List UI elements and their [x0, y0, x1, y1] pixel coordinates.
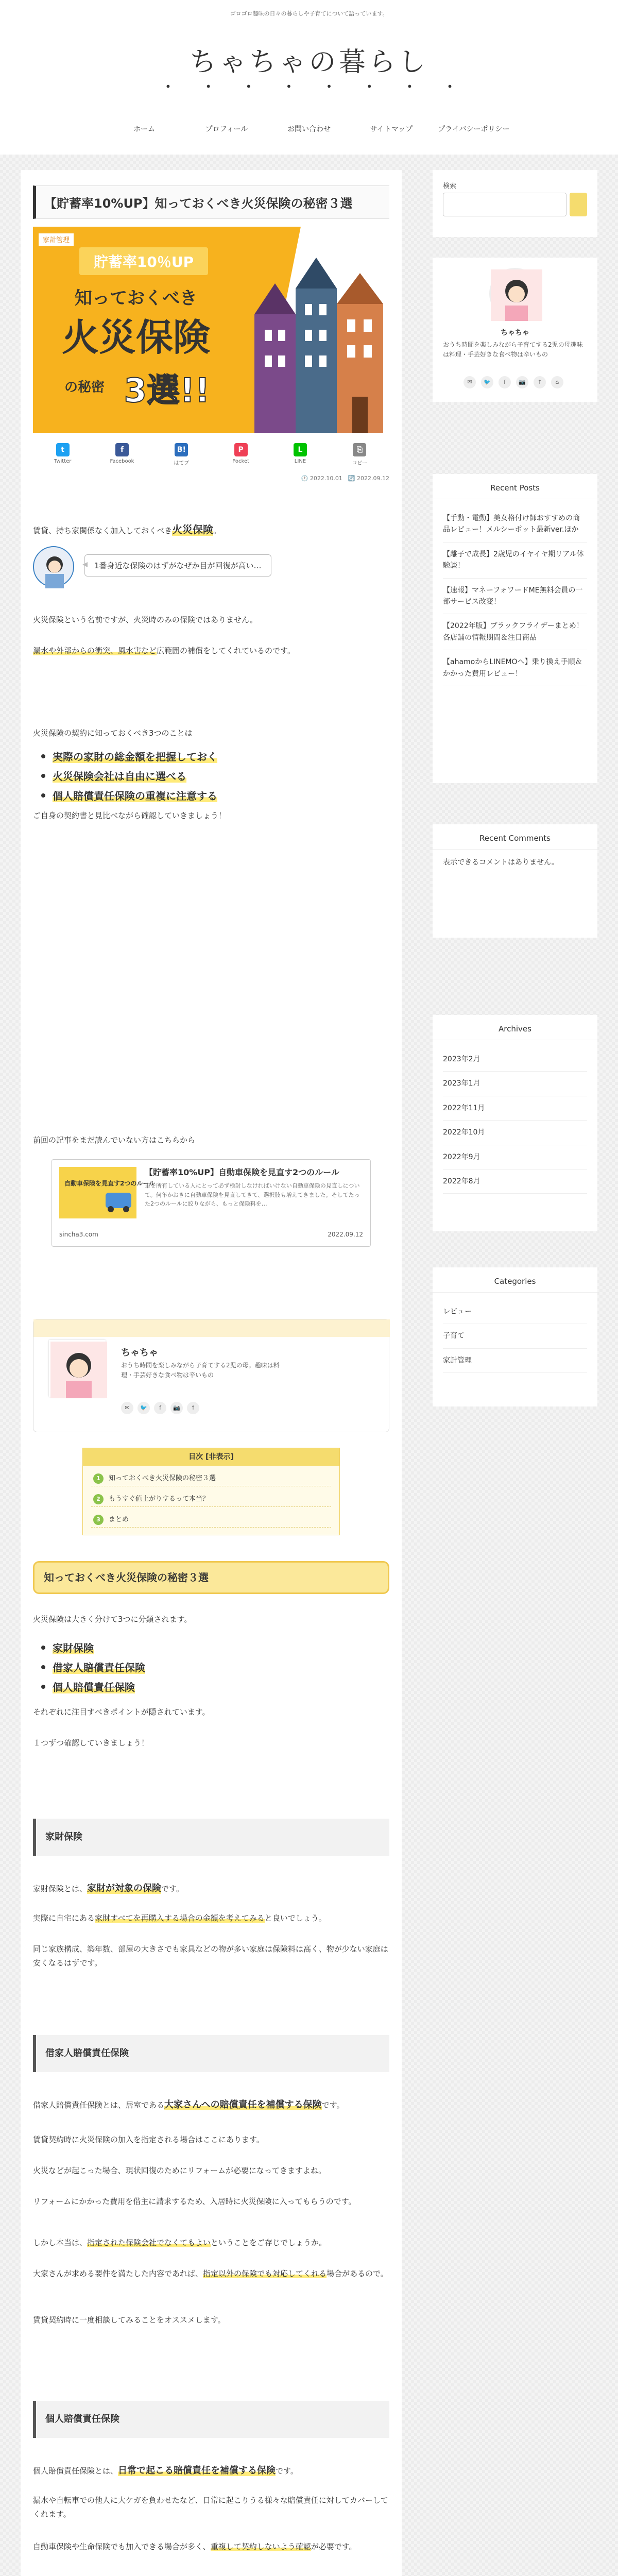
recent-post-link[interactable]: 【2022年版】ブラックフライデーまとめ！各店舗の情報期間＆注目商品	[443, 614, 587, 650]
search-widget	[433, 170, 597, 237]
paragraph: 実際に自宅にある家財すべてを再購入する場合の金額を考えてみると良いでしょう。	[33, 1913, 327, 1923]
site-title-dots: • • • • • • • •	[165, 80, 469, 93]
share-line-button[interactable]: L LINE	[277, 443, 323, 466]
toc-item[interactable]: 1 知っておくべき火災保険の秘密３選	[91, 1471, 331, 1486]
paragraph: 火災保険という名前ですが、火災時のみの保険ではありません。	[33, 615, 258, 624]
mail-icon[interactable]: ✉	[464, 376, 476, 388]
search-input[interactable]	[443, 193, 566, 216]
archive-link[interactable]: 2022年9月	[443, 1145, 587, 1170]
facebook-icon: f	[115, 443, 129, 456]
search-button[interactable]	[570, 193, 587, 216]
profile-name: ちゃちゃ	[501, 329, 529, 337]
related-post-thumbnail	[59, 1167, 156, 1218]
share-facebook-button[interactable]: f Facebook	[99, 443, 145, 466]
recent-comments-title: Recent Comments	[433, 824, 597, 850]
category-link[interactable]: レビュー	[443, 1300, 587, 1324]
share-copy-button[interactable]: ⎘ コピー	[336, 443, 383, 466]
author-description: おうち時間を楽しみながら子育てする2児の母。趣味は料理・手芸好きな食べ物は辛いもの	[121, 1362, 280, 1379]
categories-title: Categories	[433, 1267, 597, 1293]
speech-balloon	[33, 546, 389, 592]
share-pocket-button[interactable]: P Pocket	[218, 443, 264, 466]
search-label: 検索	[443, 182, 457, 190]
toc-title[interactable]: 目次 [非表示]	[83, 1448, 339, 1466]
site-tagline: ゴロゴロ趣味の日々の暮らしや子育てについて語っています。	[230, 10, 388, 17]
recent-comments-widget	[433, 824, 597, 938]
nav-profile[interactable]: プロフィール	[205, 125, 248, 133]
share-hatebu-button[interactable]: B! はてブ	[158, 443, 204, 466]
archives-widget	[433, 1015, 597, 1231]
paragraph: 同じ家族構成、築年数、部屋の大きさでも家具などの物が多い家庭は保険料は高く、物が少ない家庭は安くなるはずです。	[33, 1944, 388, 1968]
nav-home[interactable]: ホーム	[133, 125, 155, 133]
feed-icon[interactable]: ↑	[187, 1402, 199, 1414]
paragraph: 家財保険とは、家財が対象の保険です。	[33, 1883, 184, 1894]
paragraph: リフォームにかかった費用を借主に請求するため、入居時に火災保険に入ってもらうのです。	[33, 2197, 356, 2206]
pocket-icon: P	[234, 443, 248, 456]
eyecatch-line4: 3選!!	[124, 372, 210, 410]
categories-list	[433, 1293, 597, 1380]
recent-post-link[interactable]: 【手動・電動】美女格付け師おすすめの商品レビュー！メルシーポット最新ver.ほか	[443, 506, 587, 543]
profile-description: おうち時間を楽しみながら子育てする2児の母趣味は料理・手芸好きな食べ物は辛いもの	[443, 341, 583, 359]
nav-privacy-policy[interactable]: プライバシーポリシー	[438, 125, 510, 133]
profile-widget	[433, 258, 597, 402]
paragraph: 前回の記事をまだ読んでいない方はこちらから	[33, 1136, 196, 1145]
toc-item[interactable]: 2 もうすぐ値上がりするって本当？	[91, 1492, 331, 1507]
subsection-heading: 借家人賠償責任保険	[33, 2035, 389, 2072]
home-icon[interactable]: ⌂	[551, 376, 563, 388]
category-link[interactable]: 家計管理	[443, 1349, 587, 1373]
paragraph-intro: 賃貸、持ち家関係なく加入しておくべき火災保険。	[33, 523, 221, 536]
paragraph: 借家人賠償責任保険とは、居室である大家さんへの賠償責任を補償する保険です。	[33, 2099, 345, 2110]
nav-contact[interactable]: お問い合わせ	[287, 125, 331, 133]
categories-widget	[433, 1267, 597, 1406]
global-nav	[0, 124, 618, 134]
eyecatch-illustration	[33, 227, 389, 433]
related-post-date: 2022.09.12	[328, 1231, 363, 1238]
balloon-text: 1番身近な保険のはずがなぜか目が回復が高い…	[84, 554, 271, 577]
avatar	[33, 546, 74, 587]
site-title[interactable]: ちゃちゃの暮らし	[189, 47, 428, 78]
recent-comments-empty: 表示できるコメントはありません。	[443, 858, 559, 867]
author-image	[49, 1340, 106, 1397]
copy-icon: ⎘	[353, 443, 366, 456]
related-post-excerpt: 車を所有している人にとって必ず検討しなければいけない自動車保険の見直しについて。何年かおきに自動車保険を見直してきて、選択肢も増えてきました。そしてたった2つのルールに絞りながら、もっと保険料を…	[145, 1182, 360, 1208]
paragraph: 火災保険は大きく分けて3つに分類されます。	[33, 1615, 192, 1624]
paragraph: 賃貸契約時に一度相談してみることをオススメします。	[33, 2315, 226, 2325]
section-heading: 知っておくべき火災保険の秘密３選	[33, 1561, 389, 1594]
author-box-header	[33, 1319, 390, 1337]
site-header	[0, 0, 618, 155]
eyecatch-line1: 知っておくべき	[75, 288, 197, 309]
paragraph: 火災保険の契約に知っておくべき3つのことは	[33, 728, 193, 738]
twitter-icon[interactable]: 🐦	[481, 376, 493, 388]
recent-posts-list	[433, 499, 597, 693]
insurance-types-list	[41, 1638, 381, 1697]
list-item: 個人賠償責任保険の重複に注意する	[41, 786, 381, 806]
key-points-list	[41, 747, 381, 806]
eyecatch-badge: 家計管理	[42, 236, 70, 244]
share-buttons	[33, 443, 389, 466]
article-title: 【貯蓄率10%UP】知っておくべき火災保険の秘密３選	[33, 185, 389, 219]
paragraph: 賃貸契約時に火災保険の加入を指定される場合はここにあります。	[33, 2135, 264, 2144]
hatebu-icon: B!	[175, 443, 188, 456]
twitter-icon[interactable]: 🐦	[138, 1402, 150, 1414]
subsection-heading: 家財保険	[33, 1819, 389, 1856]
profile-avatar	[489, 268, 541, 319]
profile-social-icons	[464, 376, 563, 388]
paragraph: しかし本当は、指定された保険会社でなくてもよいということをご存じでしょうか。	[33, 2238, 327, 2247]
line-icon: L	[294, 443, 307, 456]
instagram-icon[interactable]: 📷	[516, 376, 528, 388]
subsection-heading: 個人賠償責任保険	[33, 2401, 389, 2438]
recent-posts-widget	[433, 474, 597, 783]
related-post-card[interactable]	[52, 1159, 371, 1247]
paragraph: 大家さんが求める要件を満たした内容であれば、指定以外の保険でも対応してくれる場合があるので。	[33, 2269, 388, 2278]
paragraph: １つずつ確認していきましょう！	[33, 1738, 149, 1748]
twitter-icon: t	[56, 443, 70, 456]
author-name: ちゃちゃ	[121, 1347, 158, 1358]
toc-item[interactable]: 3 まとめ	[91, 1512, 331, 1528]
post-dates: 🕐 2022.10.01 🔄 2022.09.12	[301, 475, 389, 482]
mail-icon[interactable]: ✉	[121, 1402, 133, 1414]
related-post-site: sincha3.com	[59, 1231, 98, 1238]
paragraph: 漏水や外部からの衝突、風水害など広範囲の補償をしてくれているのです。	[33, 646, 295, 655]
eyecatch-ribbon: 貯蓄率10％UP	[93, 253, 194, 270]
paragraph: 自動車保険や生命保険でも加入できる場合が多く、重複して契約しないよう確認が必要です。	[33, 2542, 357, 2551]
list-item: 個人賠償責任保険	[41, 1677, 381, 1697]
list-item: 火災保険会社は自由に選べる	[41, 767, 381, 786]
eyecatch-line2: 火災保険	[61, 316, 211, 359]
archives-list	[433, 1040, 597, 1201]
archives-title: Archives	[433, 1015, 597, 1040]
list-item: 家財保険	[41, 1638, 381, 1658]
eyecatch-image	[33, 227, 389, 433]
thumbnail-title: 自動車保険を見直す2つのルール	[64, 1180, 156, 1187]
related-post-title: 【貯蓄率10%UP】自動車保険を見直す2つのルール	[145, 1167, 339, 1177]
author-social-icons	[121, 1402, 199, 1414]
paragraph: 個人賠償責任保険とは、日常で起こる賠償責任を補償する保険です。	[33, 2465, 298, 2476]
facebook-icon[interactable]: f	[499, 376, 511, 388]
list-item: 実際の家財の総金額を把握しておく	[41, 747, 381, 767]
recent-post-link[interactable]: 【離子で成長】2歳児のイヤイヤ期リアル体験談！	[443, 543, 587, 579]
recent-posts-title: Recent Posts	[433, 474, 597, 499]
feed-icon[interactable]: ↑	[534, 376, 546, 388]
table-of-contents	[82, 1448, 340, 1535]
archive-link[interactable]: 2022年11月	[443, 1096, 587, 1121]
eyecatch-line3: の秘密	[64, 380, 105, 395]
paragraph: ご自身の契約書と見比べながら確認していきましょう！	[33, 811, 227, 820]
archive-link[interactable]: 2023年1月	[443, 1072, 587, 1096]
main-content	[21, 170, 402, 2576]
list-item: 借家人賠償責任保険	[41, 1658, 381, 1677]
archive-link[interactable]: 2022年10月	[443, 1121, 587, 1145]
paragraph: 火災などが起こった場合、現状回復のためにリフォームが必要になってきますよね。	[33, 2166, 326, 2175]
nav-sitemap[interactable]: サイトマップ	[370, 125, 413, 133]
instagram-icon[interactable]: 📷	[170, 1402, 183, 1414]
paragraph: それぞれに注目すべきポイントが隠されています。	[33, 1707, 210, 1717]
category-link[interactable]: 子育て	[443, 1324, 587, 1348]
author-box	[33, 1319, 389, 1432]
recent-post-link[interactable]: 【速報】マネーフォワードME無料会員の一部サービス改変！	[443, 579, 587, 615]
archive-link[interactable]: 2023年2月	[443, 1047, 587, 1072]
archive-link[interactable]: 2022年8月	[443, 1170, 587, 1194]
paragraph: 漏水や自転車での他人に大ケガを負わせたなど、日常に起こりうる様々な賠償責任に対してカバーしてくれます。	[33, 2496, 388, 2519]
recent-post-link[interactable]: 【ahamoからLINEMOへ】乗り換え手順＆かかった費用レビュー！	[443, 650, 587, 686]
facebook-icon[interactable]: f	[154, 1402, 166, 1414]
share-twitter-button[interactable]: t Twitter	[40, 443, 86, 466]
